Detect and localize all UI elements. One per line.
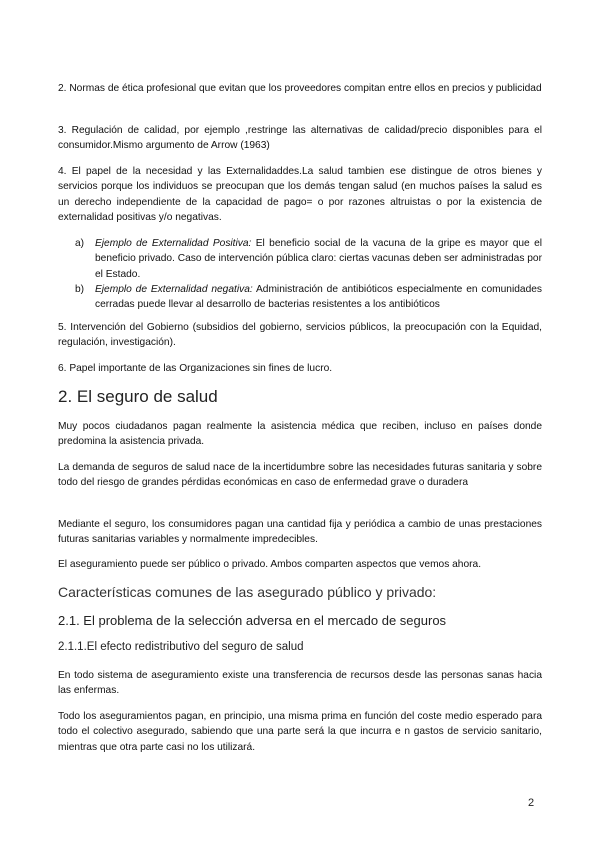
list-item-body: Administración de antibióticos especialmente en comunidades cerradas puede llevar al desarrollo de bacterias resistentes a los antibióticos	[95, 283, 542, 311]
paragraph-4-text: 4. El papel de la necesidad y las Externalidaddes.La salud tambien ese distingue de otros bienes y servicios porque los individuos se preocupan que los demás tengan salud (en muchos países la salud es un derecho independiente de la capacidad de pago= o por razones altruistas o por la existencia de externalidad positivas y/o negativas.	[58, 166, 542, 223]
section-2-heading	[58, 387, 542, 407]
section-2-1-1-heading	[58, 640, 542, 655]
list-item-label: Ejemplo de Externalidad Positiva:	[95, 238, 252, 249]
list-marker: b)	[75, 283, 85, 295]
section-2-1-heading	[58, 612, 542, 629]
common-features-title: Características comunes de las asegurado público y privado:	[58, 584, 437, 600]
list-item-body: El beneficio social de la vacuna de la gripe es mayor que el beneficio privado. Caso de intervención pública claro: ciertas vacunas deben ser administradas por el Estado.	[95, 238, 543, 280]
list-item	[75, 236, 542, 282]
section-2-paragraph-3	[58, 517, 542, 548]
paragraph-3-text: 3. Regulación de calidad, por ejemplo ,restringe las alternativas de calidad/precio disponibles para el consumidor.Mismo argumento de Arrow (1963)	[58, 125, 542, 152]
common-features-heading	[58, 583, 542, 601]
section-2-paragraph-1	[58, 419, 542, 450]
paragraph-6	[58, 361, 542, 376]
page-number: 2	[528, 797, 535, 809]
externality-list	[75, 236, 542, 312]
section-2-title: 2. El seguro de salud	[58, 387, 218, 406]
paragraph-5-text: 5. Intervención del Gobierno (subsidios del gobierno, servicios públicos, la preocupación con la Equidad, regulación, investigación).	[58, 322, 542, 349]
paragraph-5	[58, 320, 542, 351]
list-item-text	[95, 236, 542, 282]
section-2-p1-text: Muy pocos ciudadanos pagan realmente la asistencia médica que reciben, incluso en países donde predomina la asistencia privada.	[58, 421, 542, 448]
paragraph-3	[58, 123, 542, 154]
section-2-1-1-paragraph-2	[58, 709, 542, 755]
paragraph-6-text: 6. Papel importante de las Organizaciones sin fines de lucro.	[58, 363, 333, 374]
list-marker: a)	[75, 238, 85, 249]
section-2-paragraph-2	[58, 460, 542, 491]
section-2-1-1-p2-text: Todo los aseguramientos pagan, en principio, una misma prima en función del coste medio esperado para todo el colectivo asegurado, sabiendo que una parte será la que incurra e n gastos de servicio sanitario, mientras que otra parte casi no los utilizará.	[58, 711, 542, 753]
section-2-paragraph-4	[58, 557, 542, 572]
section-2-1-1-paragraph-1	[58, 668, 542, 699]
section-2-p4-text: El aseguramiento puede ser público o privado. Ambos comparten aspectos que vemos ahora.	[58, 559, 482, 570]
section-2-1-1-title: 2.1.1.El efecto redistributivo del seguro de salud	[58, 641, 304, 653]
section-2-p3-text: Mediante el seguro, los consumidores pagan una cantidad fija y periódica a cambio de unas prestaciones futuras sanitarias variables y normalmente impredecibles.	[58, 519, 542, 546]
paragraph-2	[58, 81, 542, 96]
section-2-1-1-p1-text: En todo sistema de aseguramiento existe una transferencia de recursos desde las personas sanas hacia las enfermas.	[58, 670, 542, 697]
section-2-1-title: 2.1. El problema de la selección adversa en el mercado de seguros	[58, 613, 447, 628]
section-2-p2-text: La demanda de seguros de salud nace de la incertidumbre sobre las necesidades futuras sanitaria y sobre todo del riesgo de grandes pérdidas económicas en caso de enfermedad grave o duradera	[58, 462, 542, 489]
list-item-label: Ejemplo de Externalidad negativa:	[95, 283, 253, 295]
list-item	[75, 282, 542, 313]
paragraph-4	[58, 164, 542, 225]
paragraph-2-text: 2. Normas de ética profesional que evitan que los proveedores compitan entre ellos en precios y publicidad	[58, 83, 542, 94]
list-item-text	[95, 282, 542, 313]
